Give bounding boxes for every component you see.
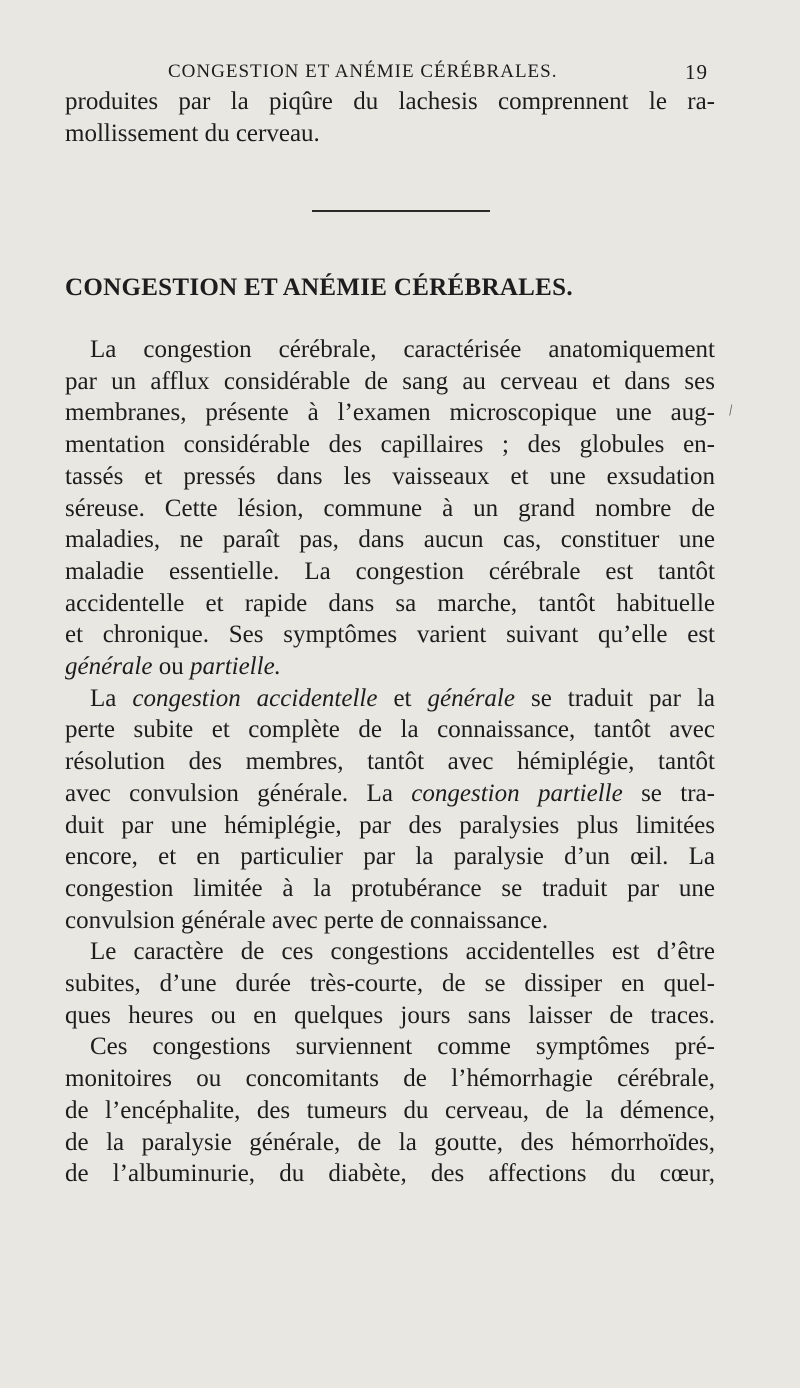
text-line: perte subite et complète de la connaissance, tantôt avec xyxy=(65,716,715,744)
text-line xyxy=(65,778,715,810)
text-line: mollissement du cerveau. xyxy=(65,119,320,147)
text-line: maladies, ne paraît pas, dans aucun cas, constituer une xyxy=(65,526,715,554)
italic-term: congestion partielle xyxy=(411,779,623,807)
text-line: par un afflux considérable de sang au cerveau et dans ses xyxy=(65,367,715,395)
text-run: et xyxy=(377,684,428,712)
text-line: La congestion cérébrale, caractérisée anatomiquement xyxy=(90,336,715,363)
text-line: Le caractère de ces congestions accidentelles est d’être xyxy=(90,938,715,966)
text-line: duit par une hémiplégie, par des paralysies plus limitées xyxy=(65,811,715,839)
italic-term: générale xyxy=(427,684,515,712)
text-line xyxy=(65,683,715,715)
italic-term: congestion accidentelle xyxy=(132,684,378,712)
text-run: La xyxy=(90,684,133,712)
text-line: subites, d’une durée très-courte, de se dissiper en quel- xyxy=(65,970,715,998)
text-line: mentation considérable des capillaires ; des globules en- xyxy=(65,431,715,459)
page-number: 19 xyxy=(685,60,708,84)
text-line: congestion limitée à la protubérance se traduit par une xyxy=(65,874,715,902)
running-head-title: CONGESTION ET ANÉMIE CÉRÉBRALES. xyxy=(168,61,558,82)
text-run: ou xyxy=(152,653,190,681)
italic-term: générale xyxy=(65,653,153,681)
text-run: avec convulsion générale. La xyxy=(65,779,412,807)
text-line: de l’albuminurie, du diabète, des affections du cœur, xyxy=(65,1160,715,1188)
text-line: et chronique. Ses symptômes varient suivant qu’elle est xyxy=(65,621,715,649)
text-line: monitoires ou concomitants de l’hémorrhagie cérébrale, xyxy=(65,1065,715,1093)
text-line: maladie essentielle. La congestion cérébrale est tantôt xyxy=(65,557,715,585)
text-line: encore, et en particulier par la paralysie d’un œil. La xyxy=(65,843,715,871)
text-line: de la paralysie générale, de la goutte, des hémorrhoïdes, xyxy=(65,1128,715,1156)
opening-text xyxy=(65,86,715,149)
text-line: membranes, présente à l’examen microscopique une aug- xyxy=(65,399,715,427)
italic-term: partielle. xyxy=(189,653,281,681)
text-line xyxy=(65,651,715,683)
text-run: se tra- xyxy=(622,779,715,807)
text-line: ques heures ou en quelques jours sans laisser de traces. xyxy=(65,1001,715,1029)
section-body xyxy=(65,334,715,1190)
text-line: Ces congestions surviennent comme symptômes pré- xyxy=(90,1033,715,1061)
margin-mark: \ xyxy=(724,402,737,420)
section-title: CONGESTION ET ANÉMIE CÉRÉBRALES. xyxy=(65,274,573,301)
text-line: résolution des membres, tantôt avec hémiplégie, tantôt xyxy=(65,748,715,776)
section-divider xyxy=(312,210,490,212)
text-line: produites par la piqûre du lachesis comprennent le ra- xyxy=(65,88,715,115)
text-line: séreuse. Cette lésion, commune à un grand nombre de xyxy=(65,494,715,522)
text-line: accidentelle et rapide dans sa marche, tantôt habituelle xyxy=(65,589,715,617)
text-line: convulsion générale avec perte de connaissance. xyxy=(65,906,549,934)
text-line: tassés et pressés dans les vaisseaux et une exsudation xyxy=(65,462,715,490)
text-line: de l’encéphalite, des tumeurs du cerveau, de la démence, xyxy=(65,1096,715,1124)
text-run: se traduit par la xyxy=(514,684,716,712)
